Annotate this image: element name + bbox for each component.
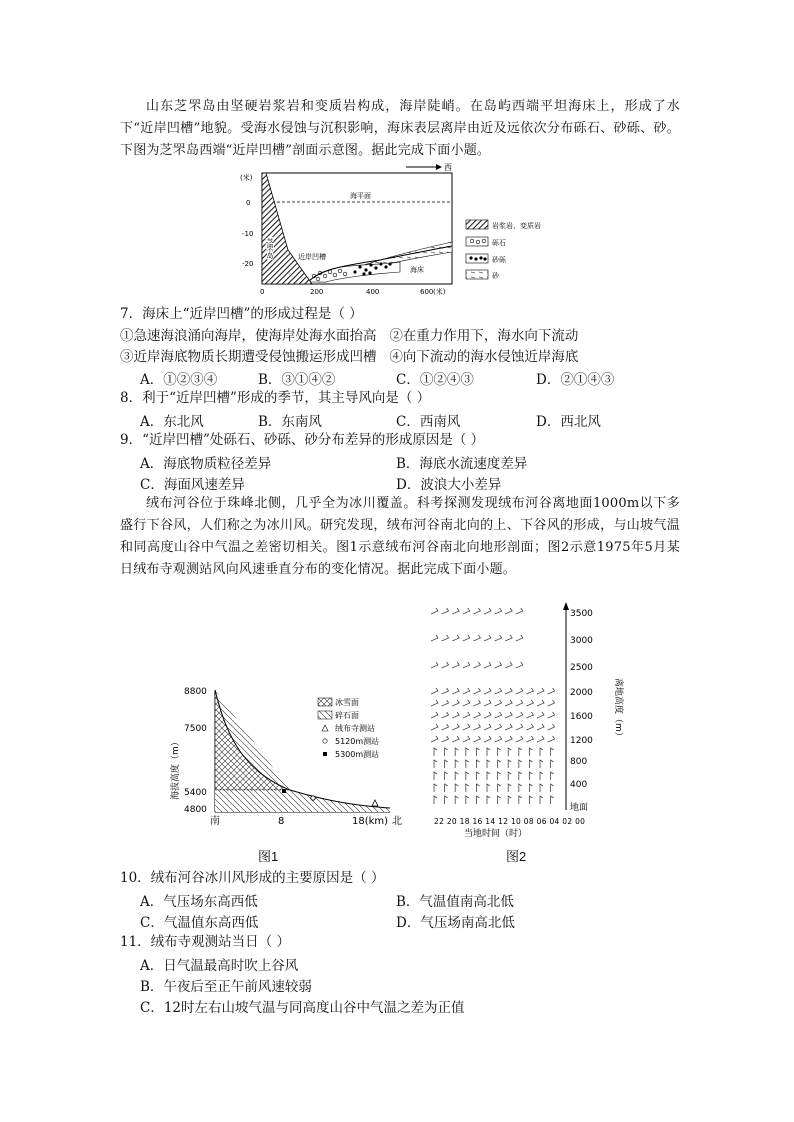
wind-barb: [463, 662, 470, 668]
figure-2-caption: 图2: [506, 849, 527, 864]
wind-barb: [551, 784, 554, 792]
q10-option-c[interactable]: C．气温值东高西低: [140, 915, 259, 931]
svg-text:砾石: 砾石: [492, 239, 506, 247]
wind-barb: [431, 724, 438, 730]
wind-barb: [466, 796, 469, 804]
wind-barb: [452, 688, 459, 694]
wind-barb: [526, 724, 533, 730]
wind-barb: [498, 784, 501, 792]
x-ticks: 22 20 18 16 14 12 10 08 06 04 02 00: [434, 817, 586, 826]
wind-barb: [529, 772, 532, 780]
wind-barb: [431, 700, 438, 706]
figure-2-wind-profile: [418, 600, 628, 839]
wind-barb: [484, 608, 491, 614]
wind-barb: [445, 760, 448, 768]
wind-barb: [473, 712, 480, 718]
wind-barb: [455, 772, 458, 780]
wind-barb: [466, 760, 469, 768]
svg-text:1600: 1600: [570, 712, 593, 722]
wind-barb: [431, 736, 438, 742]
svg-text:碎石面: 碎石面: [335, 711, 359, 720]
wind-barb: [487, 772, 490, 780]
wind-barb: [551, 760, 554, 768]
fig1-legend: [318, 697, 379, 759]
wind-barb: [455, 760, 458, 768]
wind-barb: [463, 608, 470, 614]
groove-profile-figure: [230, 160, 570, 305]
wind-barb: [516, 700, 523, 706]
wind-barbs: [431, 608, 555, 804]
wind-barb: [526, 688, 533, 694]
wind-barb: [484, 724, 491, 730]
svg-text:2500: 2500: [570, 663, 593, 673]
island-label: 芝罘岛: [266, 238, 274, 259]
y-tick: 5400: [184, 788, 207, 798]
wind-barb: [537, 700, 544, 706]
wind-barb: [508, 760, 511, 768]
question-9-stem: 9．“近岸凹槽”处砾石、砂砾、砂分布差异的形成原因是（ ）: [120, 432, 485, 448]
wind-barb: [516, 608, 523, 614]
wind-barb: [498, 760, 501, 768]
wind-barb: [548, 736, 555, 742]
wind-barb: [537, 724, 544, 730]
question-11-stem: 11．绒布寺观测站当日（ ）: [120, 934, 290, 950]
wind-barb: [473, 662, 480, 668]
svg-text:地面: 地面: [570, 803, 589, 813]
wind-barb: [431, 608, 438, 614]
q9-option-b[interactable]: B．海底水流速度差异: [396, 456, 528, 472]
x-tick: 18(km): [352, 816, 389, 827]
wind-barb: [452, 724, 459, 730]
wind-barb: [487, 796, 490, 804]
wind-barb: [431, 688, 438, 694]
x-tick: 200: [310, 288, 324, 296]
q7-option-a[interactable]: A．①②③④: [140, 372, 218, 388]
wind-barb: [505, 688, 512, 694]
wind-barb: [548, 700, 555, 706]
wind-barb: [495, 724, 502, 730]
wind-barb: [484, 688, 491, 694]
svg-text:400: 400: [570, 780, 588, 790]
wind-barb: [508, 784, 511, 792]
wind-barb: [548, 688, 555, 694]
wind-barb: [487, 760, 490, 768]
island-rock: [262, 173, 312, 284]
q7-statement-1: ①急速海浪涌向海岸，使海岸处海水面抬高 ②在重力作用下，海水向下流动: [120, 328, 579, 344]
wind-barb: [551, 796, 554, 804]
wind-barb: [551, 748, 554, 756]
y-tick: 0: [246, 199, 251, 207]
wind-barb: [540, 784, 543, 792]
wind-barb: [495, 662, 502, 668]
wind-barb: [516, 712, 523, 718]
wind-barb: [442, 712, 449, 718]
wind-barb: [537, 712, 544, 718]
wind-barb: [508, 796, 511, 804]
wind-barb: [540, 760, 543, 768]
q10-option-a[interactable]: A．气压场东高西低: [140, 894, 258, 910]
figure-1-terrain-profile: [171, 680, 420, 830]
wind-barb: [476, 784, 479, 792]
wind-barb: [473, 635, 480, 641]
question-8-stem: 8．利于“近岸凹槽”形成的季节，其主导风向是（ ）: [120, 390, 431, 406]
wind-barb: [537, 736, 544, 742]
q7-statement-3: ③近岸海底物质长期遭受侵蚀搬运形成凹槽 ④向下流动的海水侵蚀近岸海底: [120, 349, 579, 365]
wind-barb: [540, 796, 543, 804]
wind-barb: [463, 724, 470, 730]
wind-barb: [442, 688, 449, 694]
q7-option-c[interactable]: C．①②④③: [396, 372, 474, 388]
svg-text:3000: 3000: [570, 636, 593, 646]
wind-barb: [487, 784, 490, 792]
legend: [466, 220, 541, 280]
wind-barb: [452, 736, 459, 742]
wind-barb: [519, 784, 522, 792]
wind-barb: [455, 796, 458, 804]
wind-barb: [487, 748, 490, 756]
wind-barb: [476, 796, 479, 804]
wind-barb: [445, 796, 448, 804]
svg-text:绒布寺测站: 绒布寺测站: [335, 724, 375, 733]
q8-option-b[interactable]: B．东南风: [258, 414, 322, 430]
wind-barb: [505, 662, 512, 668]
wind-barb: [455, 784, 458, 792]
wind-barb: [498, 772, 501, 780]
wind-barb: [434, 772, 437, 780]
wind-barb: [505, 608, 512, 614]
wind-barb: [516, 662, 523, 668]
wind-barb: [508, 748, 511, 756]
wind-barb: [551, 772, 554, 780]
q7-option-d[interactable]: D．②①④③: [536, 372, 615, 388]
wind-barb: [484, 736, 491, 742]
x-tick: 0: [260, 288, 265, 296]
svg-text:砂: 砂: [492, 272, 499, 280]
question-10-stem: 10．绒布河谷冰川风形成的主要原因是（ ）: [120, 870, 385, 886]
wind-barb: [495, 635, 502, 641]
wind-barb: [484, 662, 491, 668]
wind-barb: [505, 736, 512, 742]
q8-option-d[interactable]: D．西北风: [536, 414, 601, 430]
sea-level-label: 海平面: [350, 192, 371, 200]
passage-2: 绒布河谷位于珠峰北侧，几乎全为冰川覆盖。科考探测发现绒布河谷离地面1000m以下多盛行下谷风，人们称之为冰川风。研究发现，绒布河谷南北向的上、下谷风的形成，与山坡气温和同高度山谷中气温之差密切相关。图1示意绒布河谷南北向地形剖面；图2示意1975年5月某日绒布寺观测站风向风速垂直分布的变化情况。据此完成下面小题。: [120, 496, 680, 577]
station-5120m-marker: [311, 796, 315, 800]
y-tick: -10: [242, 230, 254, 238]
wind-barb: [452, 662, 459, 668]
q11-option-a[interactable]: A．日气温最高时吹上谷风: [140, 958, 299, 974]
wind-barb: [431, 662, 438, 668]
wind-barb: [455, 748, 458, 756]
x-tick: 400: [366, 288, 380, 296]
wind-barb: [452, 700, 459, 706]
question-7-stem: 7．海床上“近岸凹槽”的形成过程是（ ）: [120, 306, 363, 322]
passage-1: 山东芝罘岛由坚硬岩浆岩和变质岩构成，海岸陡峭。在岛屿西端平坦海床上，形成了水下“近岸凹槽”地貌。受海水侵蚀与沉积影响，海床表层离岸由近及远依次分布砾石、砂砾、砂。下图为芝罘岛西端“近岸凹槽”剖面示意图。据此完成下面小题。: [120, 99, 680, 158]
wind-barb: [476, 748, 479, 756]
wind-barb: [526, 712, 533, 718]
x-tick: 北: [392, 816, 402, 827]
wind-barb: [505, 700, 512, 706]
wind-barb: [452, 712, 459, 718]
x-tick: 南: [210, 816, 220, 827]
wind-barb: [466, 784, 469, 792]
wind-barb: [519, 760, 522, 768]
wind-barb: [434, 760, 437, 768]
fig2-y-ticks: [570, 609, 593, 813]
wind-barb: [476, 772, 479, 780]
wind-barb: [463, 635, 470, 641]
wind-barb: [434, 784, 437, 792]
q9-option-c[interactable]: C．海面风速差异: [140, 477, 245, 493]
figure-1-caption: 图1: [258, 849, 279, 864]
q11-option-b[interactable]: B．午夜后至正午前风速较弱: [140, 979, 312, 995]
wind-barb: [516, 724, 523, 730]
q7-statement-2: ②在重力作用下，海水向下流动: [389, 328, 579, 344]
rongbuk-station-marker: [372, 800, 378, 806]
svg-text:砂砾: 砂砾: [492, 256, 506, 264]
west-label: 西: [444, 163, 452, 172]
wind-barb: [463, 736, 470, 742]
groove-label: 近岸凹槽: [298, 253, 326, 261]
wind-barb: [548, 712, 555, 718]
wind-barb: [484, 700, 491, 706]
y-tick: 8800: [184, 687, 207, 697]
wind-barb: [505, 724, 512, 730]
seabed-label: 海床: [410, 266, 424, 274]
wind-barb: [548, 724, 555, 730]
wind-barb: [442, 635, 449, 641]
wind-barb: [445, 772, 448, 780]
svg-text:1200: 1200: [570, 736, 593, 746]
wind-barb: [463, 688, 470, 694]
q10-option-d[interactable]: D．气压场南高北低: [396, 915, 515, 931]
wind-barb: [508, 772, 511, 780]
wind-barb: [473, 700, 480, 706]
y-tick: 7500: [184, 724, 207, 734]
wind-barb: [476, 760, 479, 768]
wind-barb: [442, 608, 449, 614]
wind-barb: [540, 748, 543, 756]
wind-barb: [529, 748, 532, 756]
wind-barb: [505, 712, 512, 718]
wind-barb: [519, 796, 522, 804]
wind-barb: [495, 712, 502, 718]
wind-barb: [452, 608, 459, 614]
wind-barb: [442, 736, 449, 742]
q8-option-a[interactable]: A．东北风: [140, 414, 204, 430]
wind-barb: [495, 736, 502, 742]
wind-barb: [540, 772, 543, 780]
q9-option-a[interactable]: A．海底物质粒径差异: [140, 456, 272, 472]
wind-barb: [505, 635, 512, 641]
wind-barb: [473, 608, 480, 614]
svg-text:3500: 3500: [570, 609, 593, 619]
wind-barb: [495, 700, 502, 706]
x-tick: 600: [420, 288, 434, 296]
wind-barb: [529, 784, 532, 792]
wind-barb: [463, 700, 470, 706]
q10-option-b[interactable]: B．气温值南高北低: [396, 894, 514, 910]
x-unit: (米): [433, 288, 446, 296]
wind-barb: [473, 724, 480, 730]
wind-barb: [516, 736, 523, 742]
wind-barb: [537, 688, 544, 694]
y-axis-label: 离地高度（m）: [613, 678, 623, 741]
q11-option-c[interactable]: C．12时左右山坡气温与同高度山谷中气温之差为正值: [140, 1000, 465, 1016]
y-tick: -20: [242, 260, 254, 268]
q7-option-b[interactable]: B．③①④②: [258, 372, 336, 388]
wind-barb: [484, 712, 491, 718]
q7-statement-4: ④向下流动的海水侵蚀近岸海底: [389, 349, 579, 365]
wind-barb: [442, 662, 449, 668]
wind-barb: [445, 784, 448, 792]
q8-option-c[interactable]: C．西南风: [396, 414, 461, 430]
y-tick: 4800: [184, 805, 207, 815]
wind-barb: [498, 796, 501, 804]
wind-barb: [442, 724, 449, 730]
wind-barb: [466, 772, 469, 780]
wind-barb: [495, 688, 502, 694]
y-axis-label: 海拔高度（m）: [171, 737, 181, 800]
wind-barb: [445, 748, 448, 756]
wind-barb: [431, 635, 438, 641]
wind-barb: [434, 796, 437, 804]
station-5300m-marker: [282, 789, 286, 793]
svg-text:2000: 2000: [570, 688, 593, 698]
svg-text:5120m测站: 5120m测站: [335, 737, 380, 746]
wind-barb: [466, 748, 469, 756]
wind-barb: [484, 635, 491, 641]
wind-barb: [529, 760, 532, 768]
wind-barb: [442, 700, 449, 706]
y-unit: (米): [240, 174, 253, 182]
wind-barb: [519, 772, 522, 780]
wind-barb: [516, 635, 523, 641]
wind-barb: [434, 748, 437, 756]
svg-text:岩浆岩、变质岩: 岩浆岩、变质岩: [492, 222, 541, 230]
wind-barb: [516, 688, 523, 694]
wind-barb: [526, 736, 533, 742]
svg-text:800: 800: [570, 757, 588, 767]
wind-barb: [473, 736, 480, 742]
wind-barb: [473, 688, 480, 694]
svg-text:5300m测站: 5300m测站: [335, 750, 380, 759]
wind-barb: [495, 608, 502, 614]
svg-text:冰雪面: 冰雪面: [335, 698, 359, 707]
x-axis-label: 当地时间（时）: [464, 829, 528, 839]
wind-barb: [452, 635, 459, 641]
wind-barb: [526, 700, 533, 706]
wind-barb: [498, 748, 501, 756]
wind-barb: [529, 796, 532, 804]
x-tick: 8: [278, 816, 285, 827]
wind-barb: [519, 748, 522, 756]
wind-barb: [431, 712, 438, 718]
q9-option-d[interactable]: D．波浪大小差异: [396, 477, 502, 493]
wind-barb: [463, 712, 470, 718]
